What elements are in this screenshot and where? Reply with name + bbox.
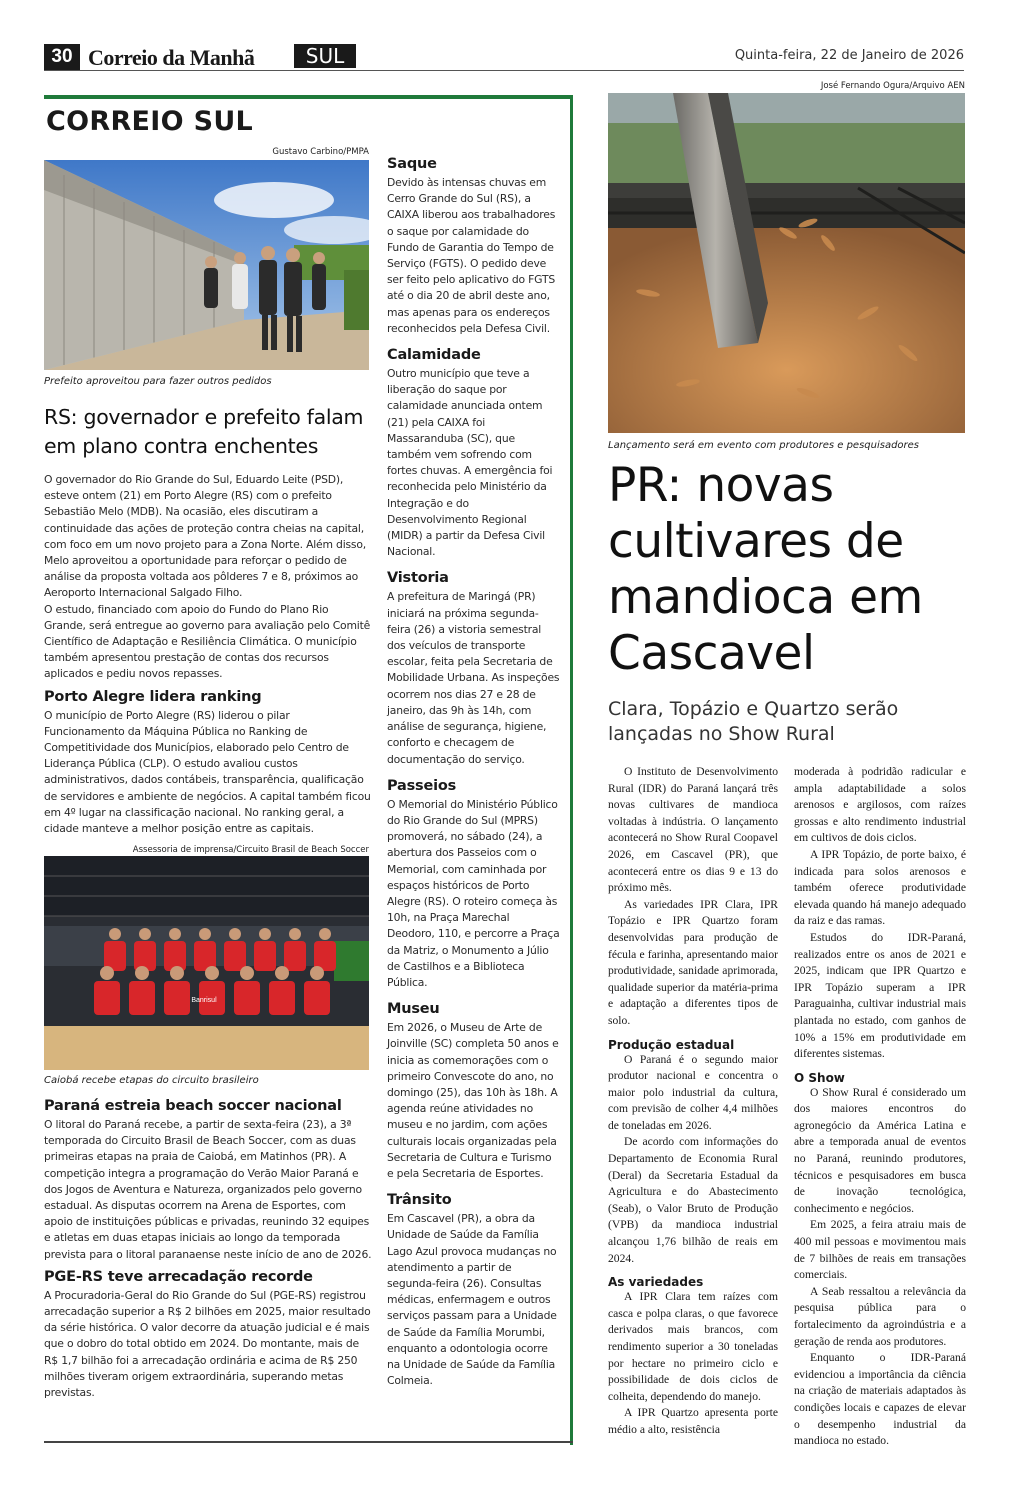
brief-title: Trânsito: [387, 1192, 452, 1209]
subhead-ranking: Porto Alegre lidera ranking: [44, 688, 262, 705]
header-rule: [44, 70, 964, 71]
photo-cassava-processing: [608, 93, 965, 433]
story-cassava-col2: [794, 764, 966, 1450]
brief-text: Outro município que teve a liberação do saque por calamidade anunciada ontem (21) pela CAIXA foi Massaranduba (SC), que também vem sofrendo com fortes chuvas. A emergência foi reconhecida pelo Ministério da Integração e do Desenvolvimento Regional (MIDR) a partir da Defesa Civil Nacional.: [387, 367, 553, 559]
subhead-pge: PGE-RS teve arrecadação recorde: [44, 1268, 313, 1285]
article-subhead: O Show: [794, 1070, 845, 1085]
photo-caption: Lançamento será em evento com produtores e pesquisadores: [608, 440, 920, 451]
subheadline-cassava: Clara, Topázio e Quartzo serão lançadas no Show Rural: [608, 698, 899, 745]
brief-text: O Memorial do Ministério Público do Rio Grande do Sul (MPRS) promoverá, no sábado (24), a abertura dos Passeios com o Memorial, com caminhada por espaços históricos de Porto Alegre (RS). O roteiro começa às 10h, na Praça Marechal Deodoro, 110, e percorre a Praça da Matriz, o Monumento a Júlio de Castilhos e a Biblioteca Pública.: [387, 797, 560, 989]
masthead: Correio da Manhã: [88, 45, 255, 70]
photo-credit: José Fernando Ogura/Arquivo AEN: [820, 81, 965, 91]
section-title: CORREIO SUL: [46, 106, 254, 137]
photo-credit: Gustavo Carbino/PMPA: [272, 147, 369, 157]
jersey-sponsor: Banrisul: [191, 997, 217, 1004]
paragraph: A Procuradoria-Geral do Rio Grande do Sul (PGE-RS) registrou arrecadação superior a R$ 2 bilhões em 2025, maior resultado da série histórica. O valor decorre da atuação judicial e é mais que o dobro do total obtido em 2024. Do montante, mais de R$ 1,7 bilhão foi a arrecadação ordinária e acima de R$ 250 milhões tiveram origem extraordinária, superando metas previstas.: [44, 1288, 371, 1400]
story-governor-body: [44, 472, 372, 837]
brief-text: Em 2026, o Museu de Arte de Joinville (SC) completa 50 anos e inicia as comemorações com o primeiro Convescote do ano, no domingo (25), das 10h às 18h. A agenda reúne atividades no museu e no jardim, com ações culturais locais organizadas pela Secretaria de Cultura e Turismo e pela Secretaria de Esportes.: [387, 1021, 559, 1180]
article-paragraph: Estudos do IDR-Paraná, realizados entre os anos de 2021 e 2025, indicam que IPR Quartzo e IPR Topázio superam a IPR Paraguainha, cultivar industrial mais plantada no estado, com ganhos de 10% a 15% em produtividade em diferentes sistemas.: [794, 930, 966, 1061]
photo-governor-visit: [44, 160, 369, 370]
article-paragraph: moderada à podridão radicular e ampla adaptabilidade a solos arenosos e argilosos, com raízes grossas e alto rendimento industrial em cultivos de dois ciclos.: [794, 765, 966, 845]
brief-title: Passeios: [387, 777, 457, 794]
article-paragraph: O Paraná é o segundo maior produtor nacional e concentra o maior polo industrial da cultura, com previsão de colher 4,4 milhões de toneladas em 2026.: [608, 1052, 778, 1132]
article-paragraph: O Show Rural é considerado um dos maiores encontros do agronegócio da América Latina e abre a temporada anual de eventos no Paraná, reunindo produtores, técnicos e pesquisadores em busca de inovação tecnológica, conhecimento e negócios.: [794, 1085, 966, 1215]
section-box-right-rule: [570, 95, 573, 1445]
brief-title: Calamidade: [387, 347, 481, 364]
photo-beach-soccer-team: [44, 856, 369, 1070]
article-subhead: Produção estadual: [608, 1037, 735, 1052]
paragraph: O município de Porto Alegre (RS) liderou o pilar Funcionamento da Máquina Pública no Ranking de Competitividade dos Municípios, elaborado pelo Centro de Liderança Pública (CLP). O estudo avaliou custos administrativos, dados contábeis, transparência, qualificação de servidores e ambiente de negócios. A capital também ficou em 4º lugar na classificação nacional. No ranking geral, a cidade manteve a melhor posição entre as capitais.: [44, 708, 371, 836]
briefs-column: [387, 156, 560, 1389]
article-paragraph: De acordo com informações do Departamento de Economia Rural (Deral) da Secretaria Estadual da Agricultura e do Abastecimento (Seab), o Valor Bruto de Produção (VPB) da mandioca industrial alcançou 1,76 bilhão de reais em 2024.: [608, 1135, 778, 1265]
section-box-bottom-rule: [44, 1441, 573, 1443]
page-number: 30: [44, 44, 80, 70]
article-paragraph: O Instituto de Desenvolvimento Rural (IDR) do Paraná lançará três novas cultivares de mandioca voltadas à indústria. O lançamento acontecerá no Show Rural Coopavel 2026, em Cascavel (PR), que acontecerá entre os dias 9 e 13 do próximo mês.: [608, 765, 778, 895]
brief-text: A prefeitura de Maringá (PR) iniciará na próxima segunda-feira (26) a vistoria semestral dos veículos de transporte escolar, feita pela Secretaria de Mobilidade Urbana. As inspeções ocorrem nos dias 27 e 28 de janeiro, das 9h às 14h, com análise de segurança, higiene, conforto e checagem de documentação do serviço.: [387, 590, 560, 766]
article-subhead: As variedades: [608, 1275, 704, 1290]
story-cassava-col1: [608, 764, 778, 1439]
brief-title: Museu: [387, 1001, 440, 1018]
brief-text: Em Cascavel (PR), a obra da Unidade de Saúde da Família Lago Azul provoca mudanças no atendimento a partir de segunda-feira (26). Consultas médicas, enfermagem e outros serviços passam para a Unidade de Saúde da Família Morumbi, enquanto a odontologia ocorre na Unidade de Saúde da Família Colmeia.: [387, 1212, 557, 1388]
paragraph: O litoral do Paraná recebe, a partir de sexta-feira (23), a 3ª temporada do Circuito Brasil de Beach Soccer, com as duas primeiras etapas na praia de Caiobá, em Matinhos (PR). A competição integra a programação do Verão Maior Paraná e dos Jogos de Aventura e Natureza, organizados pelo governo estadual. As disputas ocorrem na Arena de Esportes, com apoio de instituições públicas e privadas, reunindo 32 equipes e atletas em duas etapas iniciais ao longo da temporada prevista para o litoral paranaense neste início de ano de 2026.: [44, 1118, 372, 1261]
article-paragraph: A IPR Topázio, de porte baixo, é indicada para solos arenosos e também oferece produtividade elevada quando há manejo adequado da raiz e das ramas.: [794, 847, 966, 928]
section-tag: SUL: [294, 44, 356, 68]
photo-caption: Prefeito aproveitou para fazer outros pedidos: [44, 376, 272, 387]
subhead-beach-soccer: Paraná estreia beach soccer nacional: [44, 1098, 342, 1114]
photo-caption: Caiobá recebe etapas do circuito brasileiro: [44, 1075, 259, 1086]
headline-cassava: PR: novas cultivares de mandioca em Cascavel: [608, 458, 923, 681]
brief-title: Saque: [387, 156, 437, 172]
article-paragraph: A IPR Clara tem raízes com casca e polpa claras, o que favorece derivados mais brancos, com rendimento superior a 30 toneladas por hectare no primeiro ciclo e possibilidade de dois ciclos de colheita, dependendo do manejo.: [608, 1290, 778, 1403]
article-paragraph: Enquanto o IDR-Paraná evidenciou a importância da ciência na criação de materiais adaptados às condições locais e capazes de elevar o desempenho industrial da mandioca no estado.: [794, 1351, 966, 1448]
paragraph: O estudo, financiado com apoio do Fundo do Plano Rio Grande, será entregue ao governo para avaliação pelo Comitê Científico de Adaptação e Resiliência Climática. O município também apresentou prestação de contas dos recursos aplicados e pediu novos repasses.: [44, 602, 371, 681]
article-paragraph: As variedades IPR Clara, IPR Topázio e IPR Quartzo foram desenvolvidas para produção de fécula e farinha, apresentando maior produtividade, sanidade aprimorada, qualidade superior da matéria-prima e adaptação a diferentes tipos de solo.: [608, 897, 778, 1027]
article-paragraph: Em 2025, a feira atraiu mais de 400 mil pessoas e movimentou mais de 7 bilhões de reais em transações comerciais.: [794, 1218, 966, 1282]
brief-title: Vistoria: [387, 570, 449, 587]
headline-governor: RS: governador e prefeito falam em plano contra enchentes: [44, 405, 364, 458]
section-box-top-rule: [44, 95, 570, 99]
article-paragraph: A Seab ressaltou a relevância da pesquisa pública para o fortalecimento da agroindústria e a geração de renda aos produtores.: [794, 1284, 966, 1348]
header-date: Quinta-feira, 22 de Janeiro de 2026: [734, 48, 964, 63]
photo-credit: Assessoria de imprensa/Circuito Brasil de Beach Soccer: [132, 845, 369, 855]
article-paragraph: A IPR Quartzo apresenta porte médio a alto, resistência: [608, 1406, 778, 1436]
brief-text: Devido às intensas chuvas em Cerro Grande do Sul (RS), a CAIXA liberou aos trabalhadores o saque por calamidade do Fundo de Garantia do Tempo de Serviço (FGTS). O pedido deve ser feito pelo aplicativo do FGTS até o dia 20 de abril deste ano, mas apenas para os endereços reconhecidos pela Defesa Civil.: [387, 176, 556, 335]
paragraph: O governador do Rio Grande do Sul, Eduardo Leite (PSD), esteve ontem (21) em Porto Alegre (RS) com o prefeito Sebastião Melo (MDB). Na ocasião, eles discutiram a continuidade das ações de proteção contra cheias na capital, com foco em um novo projeto para a Zona Norte. Além disso, Melo aproveitou a oportunidade para reforçar o pedido de análise da proposta voltada aos pôlderes 7 e 8, próximos ao Aeroporto Internacional Salgado Filho.: [44, 473, 366, 600]
story-beach-pge-body: [44, 1098, 372, 1401]
